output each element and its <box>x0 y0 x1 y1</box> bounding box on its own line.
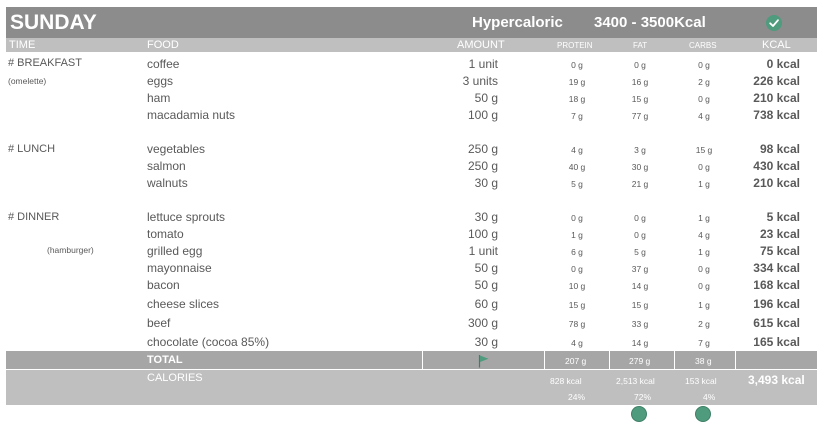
food-amount: 30 g <box>474 210 498 224</box>
diet-type: Hypercaloric <box>472 14 563 31</box>
table-row <box>0 209 825 226</box>
kcal-value: 334 kcal <box>753 261 800 275</box>
food-name: coffee <box>147 57 180 71</box>
food-name: beef <box>147 316 171 330</box>
food-amount: 30 g <box>474 335 498 349</box>
kcal-value: 210 kcal <box>753 176 800 190</box>
protein-value: 4 g <box>571 338 583 348</box>
food-amount: 300 g <box>467 316 498 330</box>
food-amount: 30 g <box>474 176 498 190</box>
table-row <box>0 277 825 294</box>
fat-value: 77 g <box>631 111 649 121</box>
fat-value: 0 g <box>634 230 646 240</box>
fat-indicator-icon <box>631 406 647 422</box>
protein-value: 40 g <box>568 162 586 172</box>
calories-fat: 2,513 kcal <box>616 376 655 386</box>
food-amount: 100 g <box>467 227 498 241</box>
day-header <box>6 7 817 38</box>
protein-value: 4 g <box>571 145 583 155</box>
protein-value: 19 g <box>568 77 586 87</box>
fat-value: 15 g <box>631 94 649 104</box>
fat-value: 37 g <box>631 264 649 274</box>
table-row <box>0 260 825 277</box>
food-amount: 250 g <box>467 142 498 156</box>
food-name: vegetables <box>147 142 206 156</box>
total-label: TOTAL <box>147 354 183 366</box>
kcal-value: 165 kcal <box>753 335 800 349</box>
kcal-value: 168 kcal <box>753 278 800 292</box>
col-time: TIME <box>9 39 36 51</box>
food-name: salmon <box>147 159 186 173</box>
table-row <box>0 243 825 260</box>
carbs-value: 4 g <box>698 111 710 121</box>
carbs-value: 15 g <box>695 145 713 155</box>
protein-value: 18 g <box>568 94 586 104</box>
food-name: lettuce sprouts <box>147 210 226 224</box>
kcal-value: 210 kcal <box>753 91 800 105</box>
meal-breakfast-label: # BREAKFAST <box>8 57 82 69</box>
kcal-value: 196 kcal <box>753 297 800 311</box>
fat-value: 14 g <box>631 338 649 348</box>
food-name: mayonnaise <box>147 261 212 275</box>
carbs-value: 1 g <box>698 247 710 257</box>
fat-value: 14 g <box>631 281 649 291</box>
carbs-value: 2 g <box>698 319 710 329</box>
meal-lunch-label: # LUNCH <box>8 143 56 155</box>
table-row <box>0 158 825 175</box>
fat-percent: 72% <box>634 392 652 402</box>
food-amount: 60 g <box>474 297 498 311</box>
food-name: eggs <box>147 74 174 88</box>
column-header-row <box>6 38 817 52</box>
food-name: walnuts <box>147 176 188 190</box>
table-row <box>0 73 825 90</box>
kcal-value: 226 kcal <box>753 74 800 88</box>
total-protein: 207 g <box>565 356 587 366</box>
table-row <box>0 175 825 192</box>
food-amount: 50 g <box>474 278 498 292</box>
meal-dinner-note: (hamburger) <box>47 245 94 255</box>
calories-label: CALORIES <box>147 372 203 384</box>
calories-total: 3,493 kcal <box>748 373 805 387</box>
protein-value: 7 g <box>571 111 583 121</box>
food-name: tomato <box>147 227 184 241</box>
kcal-value: 98 kcal <box>759 142 800 156</box>
protein-value: 6 g <box>571 247 583 257</box>
protein-value: 0 g <box>571 264 583 274</box>
kcal-value: 75 kcal <box>759 244 800 258</box>
day-title: SUNDAY <box>10 11 97 34</box>
protein-value: 0 g <box>571 213 583 223</box>
protein-percent: 24% <box>568 392 586 402</box>
carbs-value: 0 g <box>698 281 710 291</box>
table-row <box>0 90 825 107</box>
carbs-value: 7 g <box>698 338 710 348</box>
table-row <box>0 56 825 73</box>
carbs-indicator-icon <box>695 406 711 422</box>
kcal-range: 3400 - 3500Kcal <box>594 14 706 31</box>
fat-value: 16 g <box>631 77 649 87</box>
food-name: ham <box>147 91 171 105</box>
food-amount: 3 units <box>462 74 498 88</box>
col-kcal: KCAL <box>762 39 791 51</box>
meal-breakfast-note: (omelette) <box>8 76 47 86</box>
table-row <box>0 141 825 158</box>
food-amount: 50 g <box>474 261 498 275</box>
carbs-value: 0 g <box>698 162 710 172</box>
food-name: chocolate (cocoa 85%) <box>147 335 270 349</box>
total-fat: 279 g <box>629 356 651 366</box>
table-row <box>0 315 825 332</box>
table-row <box>0 107 825 124</box>
food-amount: 1 unit <box>468 57 498 71</box>
col-fat: FAT <box>633 41 648 50</box>
fat-value: 0 g <box>634 60 646 70</box>
calories-row <box>6 370 817 405</box>
col-carbs: CARBS <box>689 41 717 50</box>
food-name: bacon <box>147 278 180 292</box>
kcal-value: 0 kcal <box>766 57 800 71</box>
carbs-value: 2 g <box>698 77 710 87</box>
food-amount: 250 g <box>467 159 498 173</box>
fat-value: 15 g <box>631 300 649 310</box>
fat-value: 0 g <box>634 213 646 223</box>
fat-value: 3 g <box>634 145 646 155</box>
col-food: FOOD <box>147 39 179 51</box>
fat-value: 5 g <box>634 247 646 257</box>
food-amount: 100 g <box>467 108 498 122</box>
kcal-value: 5 kcal <box>766 210 800 224</box>
food-name: cheese slices <box>147 297 220 311</box>
carbs-value: 1 g <box>698 213 710 223</box>
fat-value: 21 g <box>631 179 649 189</box>
protein-value: 10 g <box>568 281 586 291</box>
carbs-value: 4 g <box>698 230 710 240</box>
protein-value: 78 g <box>568 319 586 329</box>
food-name: grilled egg <box>147 244 203 258</box>
col-amount: AMOUNT <box>457 39 505 51</box>
kcal-value: 430 kcal <box>753 159 800 173</box>
carbs-value: 0 g <box>698 264 710 274</box>
protein-value: 0 g <box>571 60 583 70</box>
carbs-value: 1 g <box>698 179 710 189</box>
calories-protein: 828 kcal <box>550 376 582 386</box>
total-row <box>6 351 817 369</box>
total-carbs: 38 g <box>695 356 712 366</box>
calories-carbs: 153 kcal <box>685 376 717 386</box>
table-row <box>0 334 825 351</box>
kcal-value: 738 kcal <box>753 108 800 122</box>
protein-value: 5 g <box>571 179 583 189</box>
table-row <box>0 226 825 243</box>
fat-value: 33 g <box>631 319 649 329</box>
carbs-value: 0 g <box>698 94 710 104</box>
food-amount: 50 g <box>474 91 498 105</box>
meal-dinner-label: # DINNER <box>8 211 60 223</box>
check-circle-icon <box>766 15 782 31</box>
fat-value: 30 g <box>631 162 649 172</box>
protein-value: 1 g <box>571 230 583 240</box>
food-amount: 1 unit <box>468 244 498 258</box>
kcal-value: 23 kcal <box>759 227 800 241</box>
protein-value: 15 g <box>568 300 586 310</box>
table-row <box>0 296 825 313</box>
food-name: macadamia nuts <box>147 108 236 122</box>
carbs-percent: 4% <box>703 392 716 402</box>
kcal-value: 615 kcal <box>753 316 800 330</box>
carbs-value: 1 g <box>698 300 710 310</box>
carbs-value: 0 g <box>698 60 710 70</box>
col-protein: PROTEIN <box>557 41 593 50</box>
